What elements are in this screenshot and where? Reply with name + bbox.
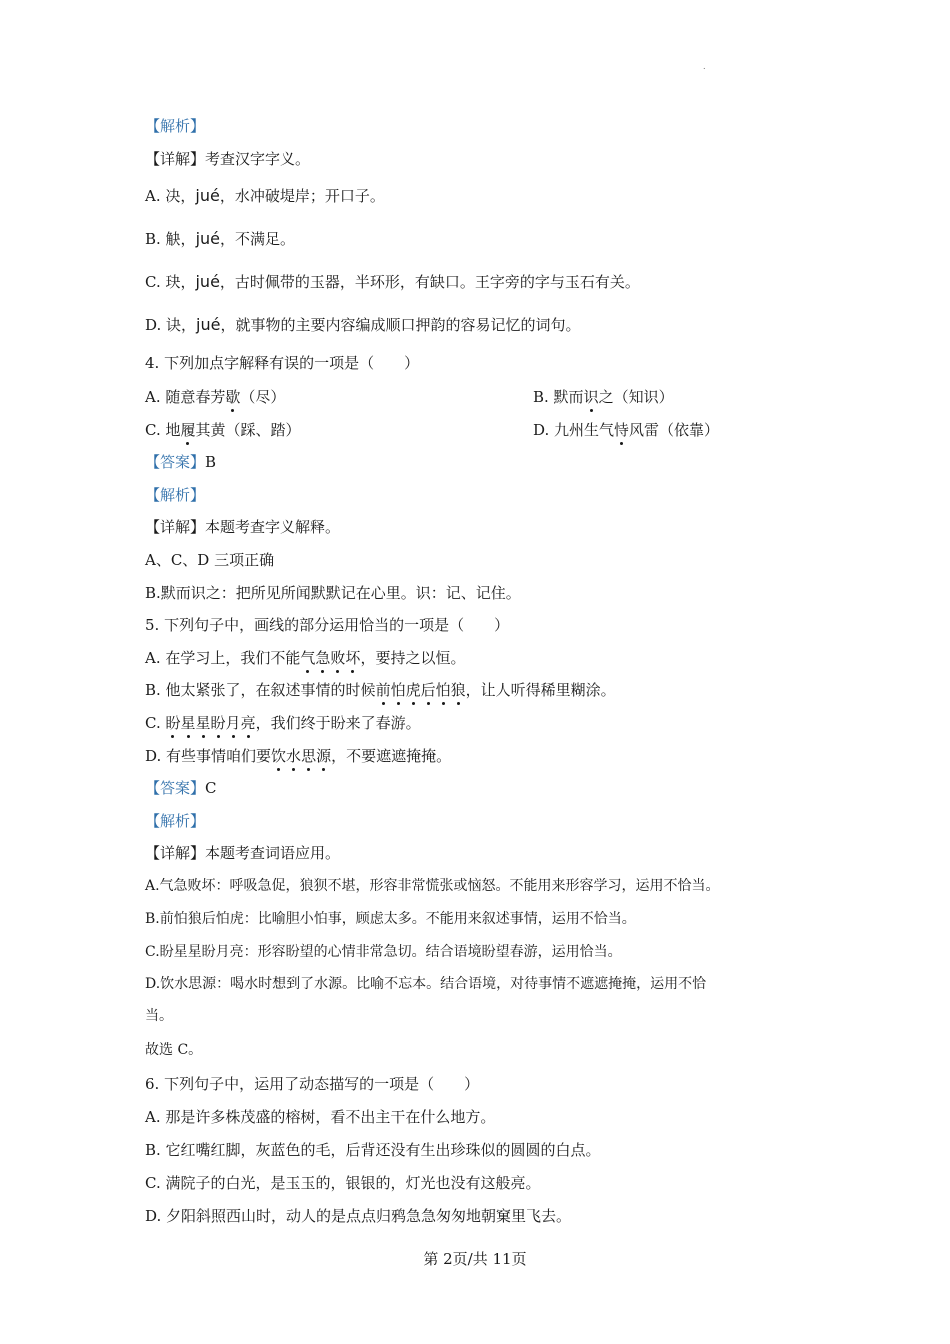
q6-option-c: C. 满院子的白光，是玉玉的，银银的，灯光也没有这般亮。	[145, 1174, 541, 1192]
dotted-char: 水	[286, 747, 302, 765]
q4-answer	[145, 452, 216, 472]
option-text: D. 有些事情咱们要	[145, 747, 272, 765]
dotted-char: 思	[301, 747, 317, 765]
q5-option-d	[145, 746, 451, 766]
q5-expl-line: B.前怕狼后怕虎：比喻胆小怕事，顾虑太多。不能用来叙述事情，运用不恰当。	[145, 911, 636, 927]
dotted-char: 月	[225, 714, 241, 732]
q5-option-b	[145, 680, 616, 700]
option-text: D. 九州生气	[533, 421, 615, 439]
q3-option-a	[145, 186, 385, 206]
option-text: ，让人听得稀里糊涂。	[465, 681, 616, 699]
option-text: C. 地	[145, 421, 181, 439]
option-text: （尽）	[240, 388, 286, 406]
pinyin: jué	[195, 229, 220, 248]
option-text: B. 默而	[533, 388, 584, 406]
option-text: ，水冲破堤岸；开口子。	[219, 187, 385, 205]
dotted-char: 败	[330, 649, 346, 667]
answer-value: C	[205, 779, 217, 797]
dotted-char: 亮	[240, 714, 256, 732]
dotted-char: 前	[375, 681, 391, 699]
dotted-char: 坏	[345, 649, 361, 667]
q5-option-a	[145, 648, 465, 668]
dotted-char: 履	[180, 421, 196, 439]
dotted-char: 气	[300, 649, 316, 667]
q5-expl-line: A.气急败坏：呼吸急促，狼狈不堪，形容非常慌张或恼怒。不能用来形容学习，运用不恰当。	[145, 878, 720, 894]
q4-option-b	[533, 387, 674, 407]
option-text: ，要持之以恒。	[360, 649, 466, 667]
dotted-char: 恃	[614, 421, 630, 439]
dotted-char: 星	[195, 714, 211, 732]
q4-jiexi-label: 【解析】	[145, 486, 206, 504]
q3-option-d	[145, 315, 580, 335]
q3-option-c	[145, 272, 640, 292]
option-text: C.	[145, 714, 166, 732]
answer-label: 【答案】	[145, 779, 206, 797]
option-text: 其黄（踩、踏）	[195, 421, 301, 439]
pinyin: jué	[196, 315, 221, 334]
q6-option-a: A. 那是许多株茂盛的榕树，看不出主干在什么地方。	[145, 1108, 496, 1126]
dotted-char: 源	[316, 747, 332, 765]
q5-expl-line: 当。	[145, 1008, 173, 1024]
dotted-char: 星	[180, 714, 196, 732]
dotted-char: 饮	[271, 747, 287, 765]
q4-option-c	[145, 420, 301, 440]
q3-jiexi-label: 【解析】	[145, 117, 206, 135]
q5-option-c	[145, 713, 421, 733]
q5-stem: 5. 下列句子中，画线的部分运用恰当的一项是（ ）	[145, 616, 510, 634]
answer-label: 【答案】	[145, 453, 206, 471]
q6-stem: 6. 下列句子中，运用了动态描写的一项是（ ）	[145, 1075, 480, 1093]
option-text: A. 随意春芳	[145, 388, 226, 406]
dotted-char: 虎	[405, 681, 421, 699]
q4-detail: 【详解】本题考查字义解释。	[145, 518, 341, 536]
page-number: 第 2页/共 11页	[423, 1250, 527, 1268]
option-text: ，就事物的主要内容编成顺口押韵的容易记忆的词句。	[220, 316, 581, 334]
q5-detail: 【详解】本题考查词语应用。	[145, 844, 341, 862]
q4-stem: 4. 下列加点字解释有误的一项是（ ）	[145, 354, 420, 372]
q5-jiexi-label: 【解析】	[145, 812, 206, 830]
pinyin: jué	[195, 186, 220, 205]
option-text: ，我们终于盼来了春游。	[255, 714, 421, 732]
answer-value: B	[205, 453, 217, 471]
dotted-char: 盼	[165, 714, 181, 732]
option-text: 风雷（依靠）	[629, 421, 720, 439]
option-text: 之（知识）	[598, 388, 674, 406]
dotted-char: 怕	[390, 681, 406, 699]
dotted-char: 识	[583, 388, 599, 406]
option-text: A. 在学习上，我们不能	[145, 649, 301, 667]
dotted-char: 盼	[210, 714, 226, 732]
q5-conclusion: 故选 C。	[145, 1042, 203, 1058]
q3-option-b	[145, 229, 295, 249]
option-prefix: C. 玦，	[145, 273, 196, 291]
option-text: ，古时佩带的玉器，半环形，有缺口。王字旁的字与玉石有关。	[219, 273, 640, 291]
dotted-char: 急	[315, 649, 331, 667]
option-text: ，不满足。	[220, 230, 296, 248]
dotted-char: 后	[420, 681, 436, 699]
option-prefix: D. 诀，	[145, 316, 197, 334]
q5-answer	[145, 778, 217, 798]
q6-option-d: D. 夕阳斜照西山时，动人的是点点归鸦急急匆匆地朝窠里飞去。	[145, 1207, 572, 1225]
option-prefix: A. 决，	[145, 187, 196, 205]
q4-expl-line: B.默而识之：把所见所闻默默记在心里。识：记、记住。	[145, 584, 521, 602]
q4-option-d	[533, 420, 719, 440]
q4-option-a	[145, 387, 285, 407]
dotted-char: 歇	[225, 388, 241, 406]
dotted-char: 狼	[450, 681, 466, 699]
option-prefix: B. 觖，	[145, 230, 196, 248]
q5-expl-line: D.饮水思源：喝水时想到了水源。比喻不忘本。结合语境，对待事情不遮遮掩掩，运用不恰	[145, 976, 707, 992]
dotted-char: 怕	[435, 681, 451, 699]
option-text: B. 他太紧张了，在叙述事情的时候	[145, 681, 376, 699]
corner-mark: .	[703, 62, 706, 71]
pinyin: jué	[195, 272, 220, 291]
q3-detail: 【详解】考查汉字字义。	[145, 150, 311, 168]
q6-option-b: B. 它红嘴红脚，灰蓝色的毛，后背还没有生出珍珠似的圆圆的白点。	[145, 1141, 601, 1159]
q5-expl-line: C.盼星星盼月亮：形容盼望的心情非常急切。结合语境盼望春游，运用恰当。	[145, 944, 622, 960]
q4-expl-line: A、C、D 三项正确	[145, 551, 275, 569]
option-text: ，不要遮遮掩掩。	[331, 747, 452, 765]
